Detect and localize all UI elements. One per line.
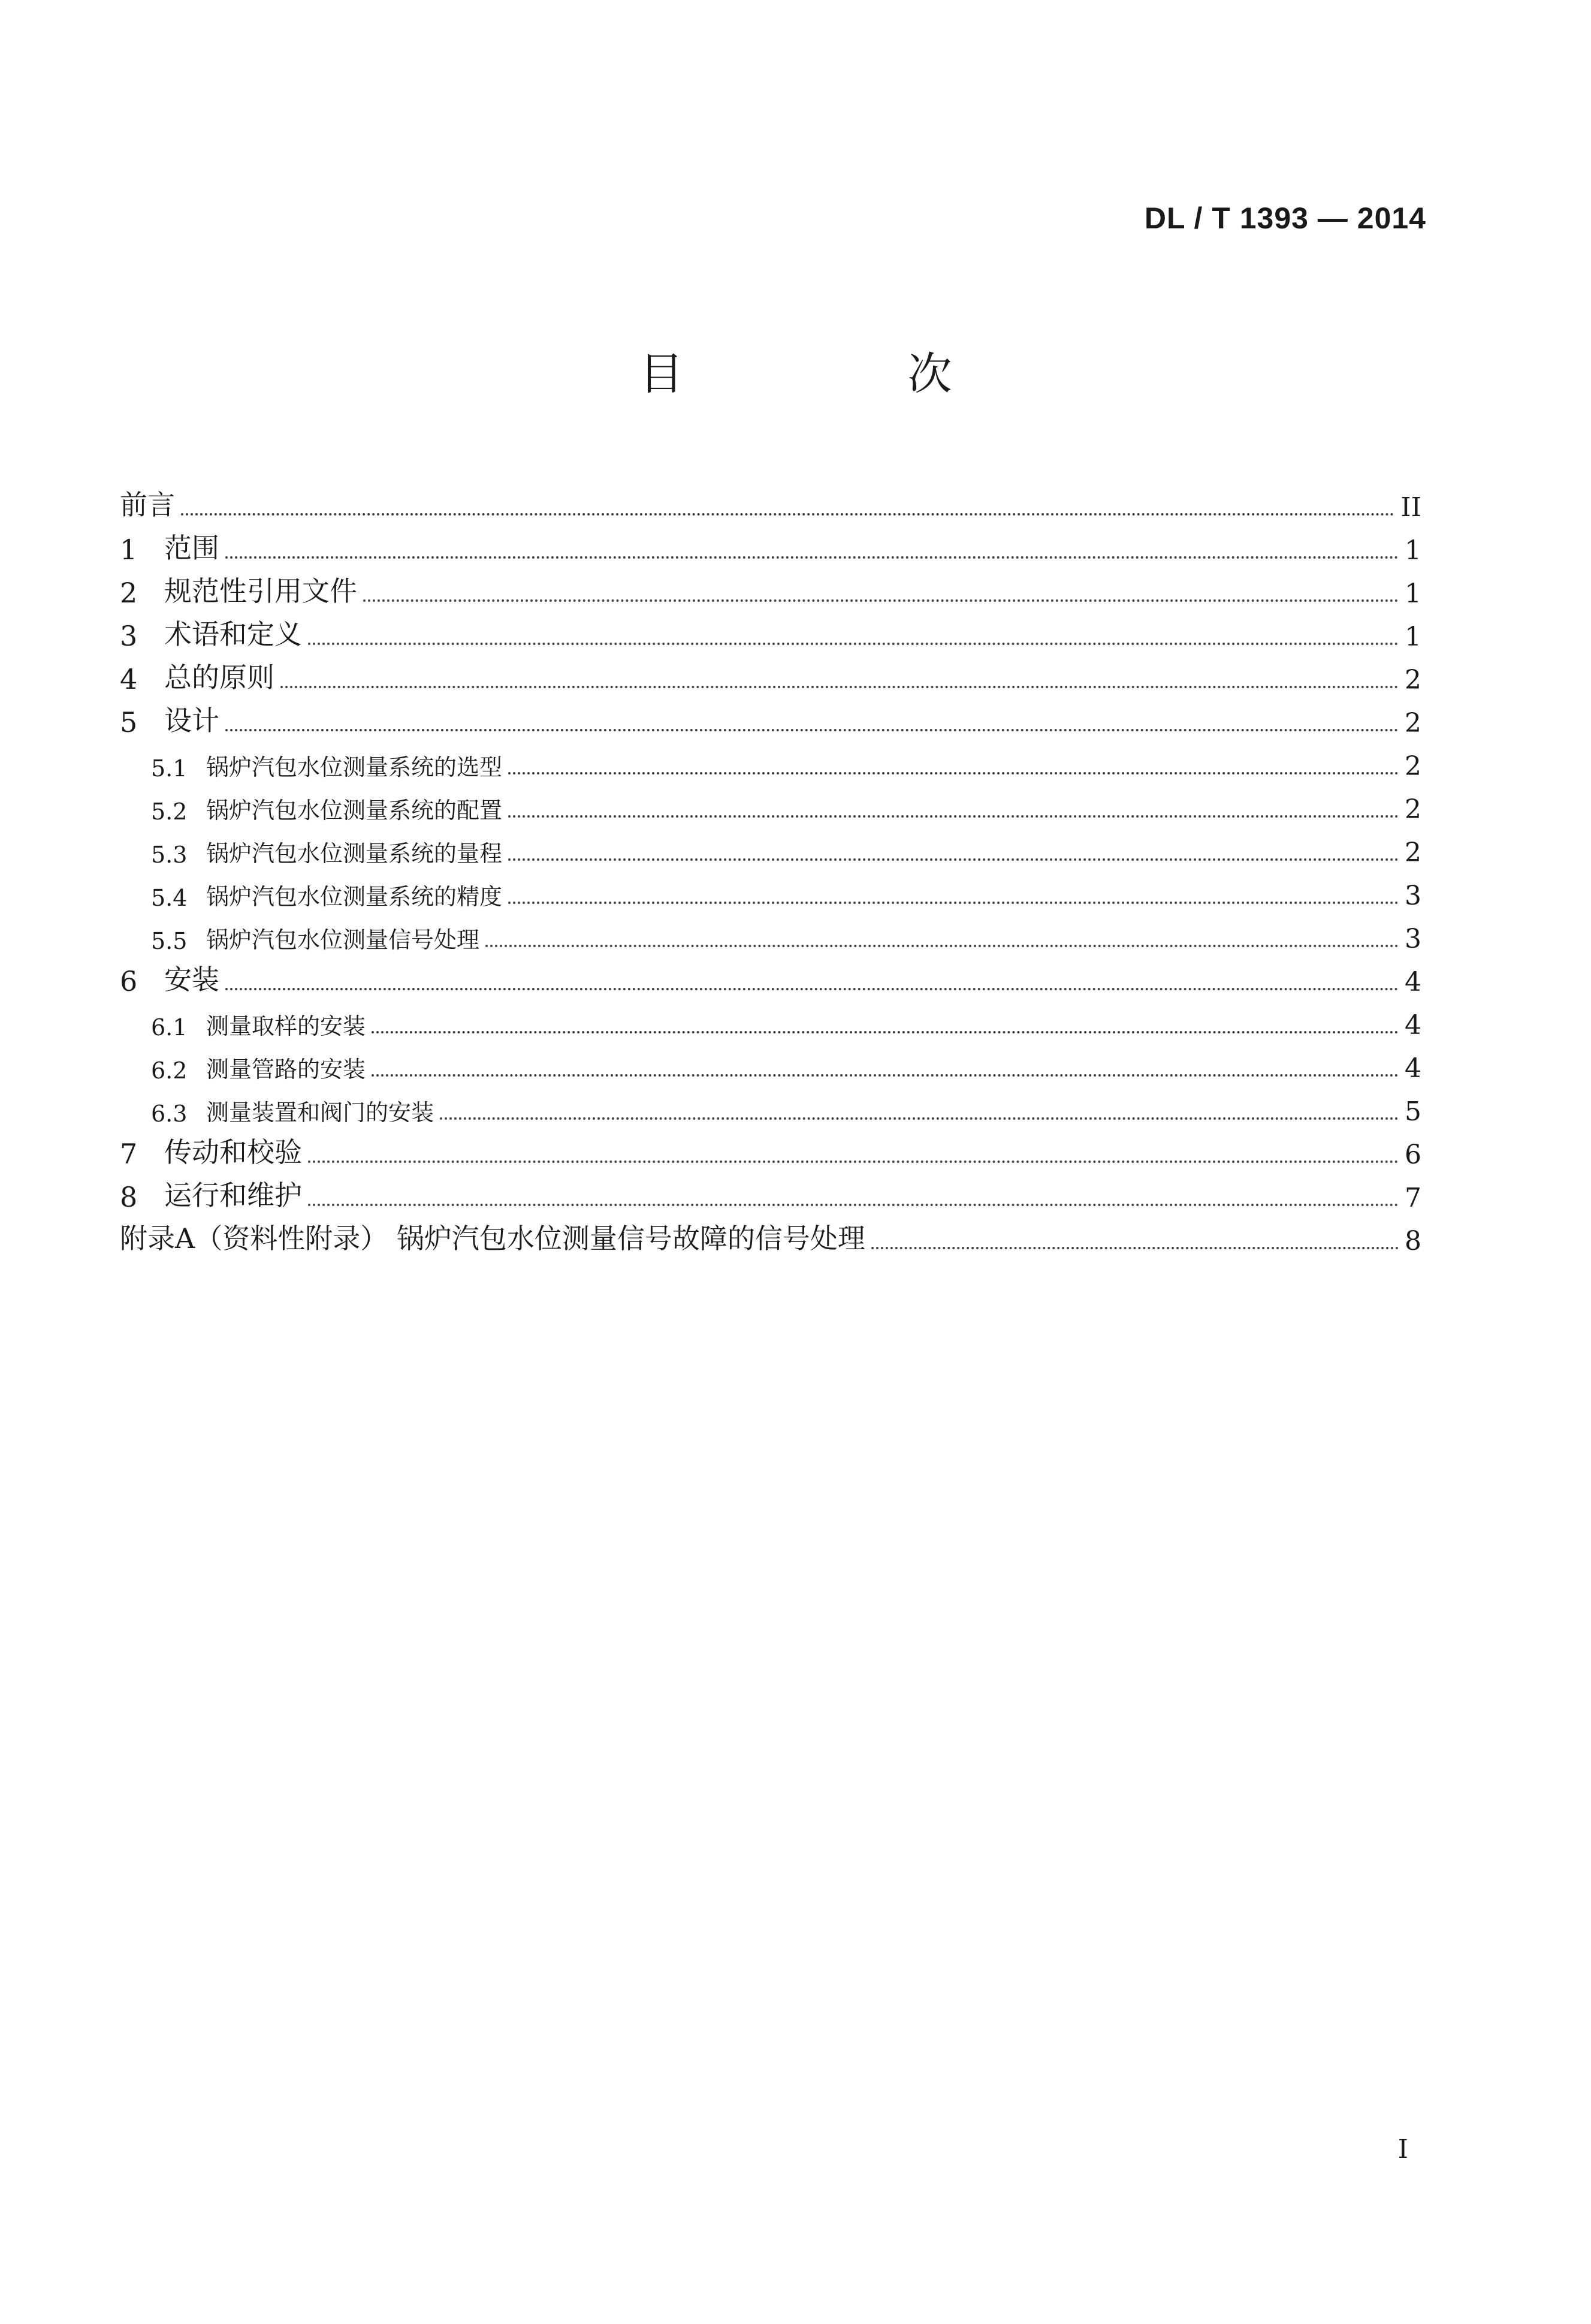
toc-entry-label: 前言 [120,489,175,521]
toc-entry-label: 测量装置和阀门的安装 [206,1099,434,1126]
toc-entry-label: 传动和校验 [164,1136,302,1168]
leader-dots [508,815,1399,818]
toc-entry-label: 测量取样的安装 [206,1013,366,1039]
leader-dots [363,599,1399,602]
toc-entry-5-5[interactable] [120,911,1421,954]
toc-entry-page: 2 [1405,794,1421,825]
toc-entry-appendix-a[interactable] [120,1213,1421,1256]
toc-entry-label: 安装 [164,963,219,996]
toc-entry-number: 8 [120,1181,138,1213]
toc-entry-page: 1 [1405,622,1421,652]
toc-entry-number: 5 [120,706,138,739]
toc-entry-number: 6 [120,965,138,997]
toc-entry-label: 总的原则 [164,661,274,694]
toc-entry-7[interactable] [120,1127,1421,1170]
toc-entry-page: 4 [1405,1010,1421,1041]
leader-dots [440,1117,1399,1120]
toc-entry-number: 5.5 [151,928,188,954]
toc-entry-page: 7 [1405,1183,1421,1213]
leader-dots [485,945,1399,947]
toc-entry-page: 3 [1405,881,1421,911]
toc-entry-page: 1 [1405,535,1421,566]
toc-entry-6-1[interactable] [120,997,1421,1041]
toc-entry-label: 规范性引用文件 [164,575,357,607]
toc-entry-number: 6.3 [151,1101,188,1127]
toc-entry-4[interactable] [120,652,1421,695]
toc-entry-label: 锅炉汽包水位测量系统的选型 [206,754,503,780]
toc-entry-number: 6.1 [151,1014,188,1041]
toc-entry-1[interactable] [120,523,1421,566]
toc-entry-page: 4 [1405,1053,1421,1084]
leader-dots [372,1031,1399,1033]
toc-entry-2[interactable] [120,566,1421,609]
page-title: 目 次 [639,348,1042,400]
toc-entry-label: 范围 [164,532,219,564]
toc-entry-page: 5 [1405,1096,1421,1127]
page-number: I [1397,2134,1408,2165]
leader-dots [308,1204,1399,1206]
leader-dots [508,772,1399,774]
toc-entry-number: 3 [120,620,138,652]
toc-entry-number: 5.4 [151,885,188,911]
leader-dots [225,988,1399,990]
leader-dots [225,556,1399,559]
toc-entry-page: 2 [1405,665,1421,695]
toc-entry-number: 5.3 [151,842,188,868]
table-of-contents [120,480,1421,1256]
leader-dots [225,729,1399,731]
toc-entry-number: 1 [120,533,138,566]
leader-dots [508,858,1399,861]
toc-entry-page: 4 [1405,967,1421,997]
toc-entry-5-4[interactable] [120,868,1421,911]
toc-entry-label: 锅炉汽包水位测量系统的量程 [206,840,503,867]
toc-entry-page: 3 [1405,924,1421,954]
toc-entry-label: 锅炉汽包水位测量系统的精度 [206,884,503,910]
leader-dots [508,902,1399,904]
toc-entry-number: 5.1 [151,755,188,782]
toc-entry-8[interactable] [120,1170,1421,1213]
toc-entry-3[interactable] [120,609,1421,652]
toc-entry-label: 附录A（资料性附录） 锅炉汽包水位测量信号故障的信号处理 [120,1222,865,1255]
toc-entry-5-1[interactable] [120,739,1421,782]
toc-entry-label: 锅炉汽包水位测量系统的配置 [206,797,503,824]
toc-entry-6-2[interactable] [120,1041,1421,1084]
toc-entry-foreword[interactable] [120,480,1421,523]
toc-entry-page: 8 [1405,1226,1421,1256]
toc-entry-label: 设计 [164,704,219,737]
toc-entry-5-3[interactable] [120,825,1421,868]
toc-entry-page: 2 [1405,751,1421,782]
leader-dots [280,686,1399,688]
toc-entry-5[interactable] [120,695,1421,739]
toc-entry-6[interactable] [120,954,1421,997]
toc-entry-label: 运行和维护 [164,1179,302,1211]
toc-entry-page: 1 [1405,578,1421,609]
leader-dots [372,1074,1399,1077]
toc-entry-number: 2 [120,577,138,609]
leader-dots [871,1247,1399,1249]
toc-entry-page: 2 [1405,837,1421,868]
toc-entry-number: 5.2 [151,798,188,825]
toc-entry-number: 4 [120,663,138,695]
toc-entry-label: 测量管路的安装 [206,1056,366,1083]
leader-dots [308,1161,1399,1163]
toc-entry-label: 锅炉汽包水位测量信号处理 [206,927,480,953]
toc-entry-number: 6.2 [151,1057,188,1084]
standard-code: DL / T 1393 — 2014 [1144,201,1426,235]
toc-entry-6-3[interactable] [120,1084,1421,1127]
leader-dots [181,513,1394,516]
toc-entry-5-2[interactable] [120,782,1421,825]
leader-dots [308,643,1399,645]
toc-entry-number: 7 [120,1138,138,1170]
toc-entry-page: II [1400,492,1421,523]
toc-entry-page: 6 [1405,1140,1421,1170]
toc-entry-page: 2 [1405,708,1421,739]
toc-entry-label: 术语和定义 [164,618,302,650]
